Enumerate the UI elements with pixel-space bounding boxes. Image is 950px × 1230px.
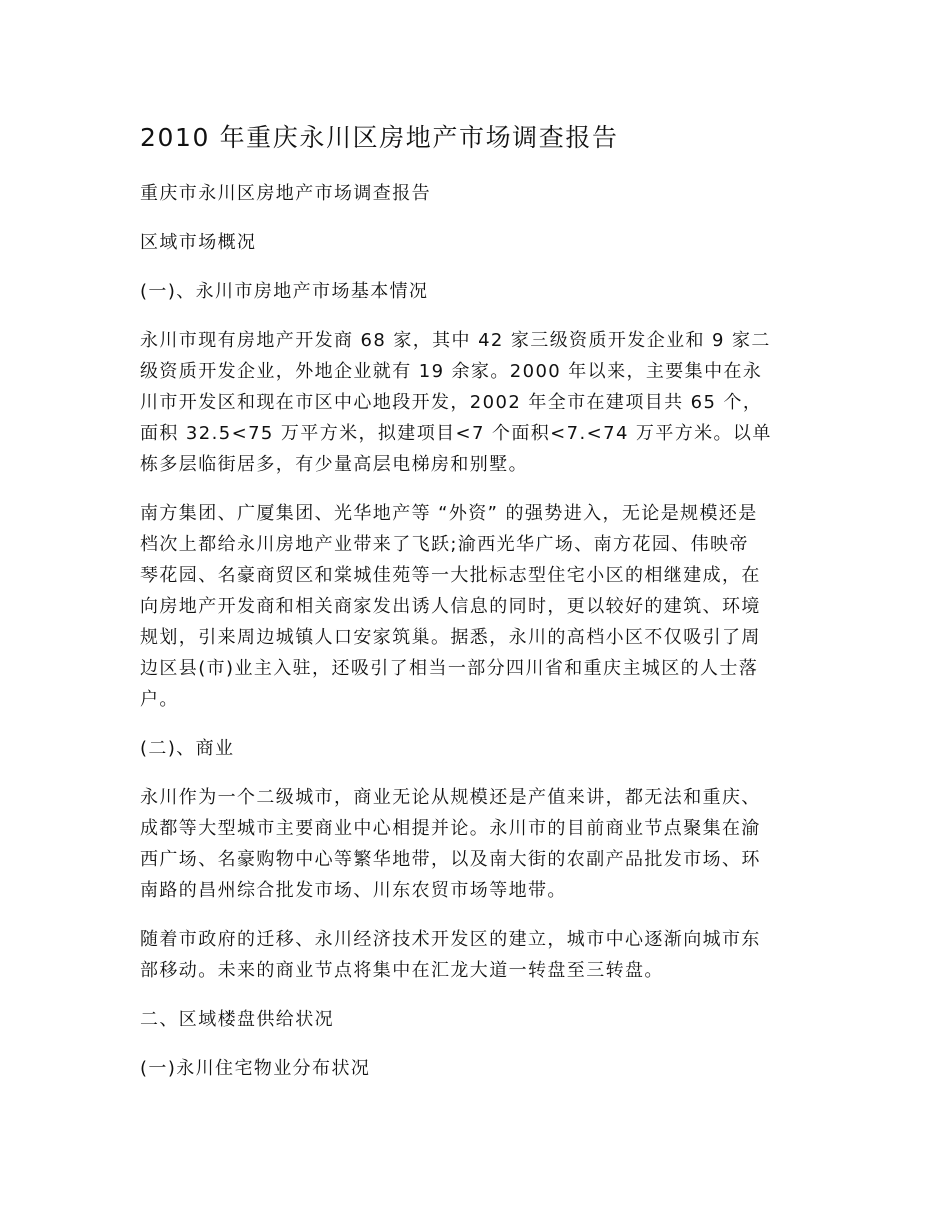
text-line: 面积 32.5<75 万平方米，拟建项目<7 个面积<7.<74 万平方米。以单 — [140, 423, 772, 444]
text-line: 南方集团、广厦集团、光华地产等 “外资” 的强势进入，无论是规模还是 — [140, 503, 758, 524]
paragraph — [140, 1053, 812, 1084]
text-line: 南路的昌州综合批发市场、川东农贸市场等地带。 — [140, 880, 567, 901]
document-body — [140, 178, 812, 1084]
text-line: 重庆市永川区房地产市场调查报告 — [140, 183, 431, 204]
text-line: 档次上都给永川房地产业带来了飞跃;渝西光华广场、南方花园、伟映帝 — [140, 534, 749, 555]
text-line: 向房地产开发商和相关商家发出诱人信息的同时，更以较好的建筑、环境 — [140, 596, 761, 617]
document-title: 2010 年重庆永川区房地产市场调查报告 — [140, 123, 619, 152]
paragraph — [140, 178, 812, 209]
text-line: 二、区域楼盘供给状况 — [140, 1009, 334, 1030]
text-line: 规划，引来周边城镇人口安家筑巢。据悉，永川的高档小区不仅吸引了周 — [140, 627, 761, 648]
text-line: 栋多层临街居多，有少量高层电梯房和别墅。 — [140, 454, 528, 475]
text-line: (二)、商业 — [140, 738, 235, 759]
paragraph — [140, 276, 812, 307]
text-line: (一)、永川市房地产市场基本情况 — [140, 281, 429, 302]
paragraph — [140, 227, 812, 258]
text-line: 部移动。未来的商业节点将集中在汇龙大道一转盘至三转盘。 — [140, 960, 664, 981]
paragraph — [140, 733, 812, 764]
paragraph — [140, 782, 812, 906]
text-line: 随着市政府的迁移、永川经济技术开发区的建立，城市中心逐渐向城市东 — [140, 929, 761, 950]
paragraph — [140, 1004, 812, 1035]
text-line: 成都等大型城市主要商业中心相提并论。永川市的目前商业节点聚集在渝 — [140, 818, 761, 839]
text-line: 级资质开发企业，外地企业就有 19 余家。2000 年以来，主要集中在永 — [140, 361, 763, 382]
text-line: 永川作为一个二级城市，商业无论从规模还是产值来讲，都无法和重庆、 — [140, 787, 761, 808]
text-line: 西广场、名豪购物中心等繁华地带，以及南大街的农副产品批发市场、环 — [140, 849, 761, 870]
text-line: 边区县(市)业主入驻，还吸引了相当一部分四川省和重庆主城区的人士落 — [140, 658, 759, 679]
text-line: 琴花园、名豪商贸区和棠城佳苑等一大批标志型住宅小区的相继建成，在 — [140, 565, 761, 586]
text-line: 户。 — [140, 689, 179, 710]
paragraph — [140, 924, 812, 986]
document-page — [140, 118, 812, 1102]
text-line: (一)永川住宅物业分布状况 — [140, 1058, 371, 1079]
paragraph — [140, 325, 812, 480]
text-line: 永川市现有房地产开发商 68 家，其中 42 家三级资质开发企业和 9 家二 — [140, 330, 771, 351]
text-line: 川市开发区和现在市区中心地段开发，2002 年全市在建项目共 65 个， — [140, 392, 763, 413]
text-line: 区域市场概况 — [140, 232, 257, 253]
paragraph — [140, 498, 812, 715]
